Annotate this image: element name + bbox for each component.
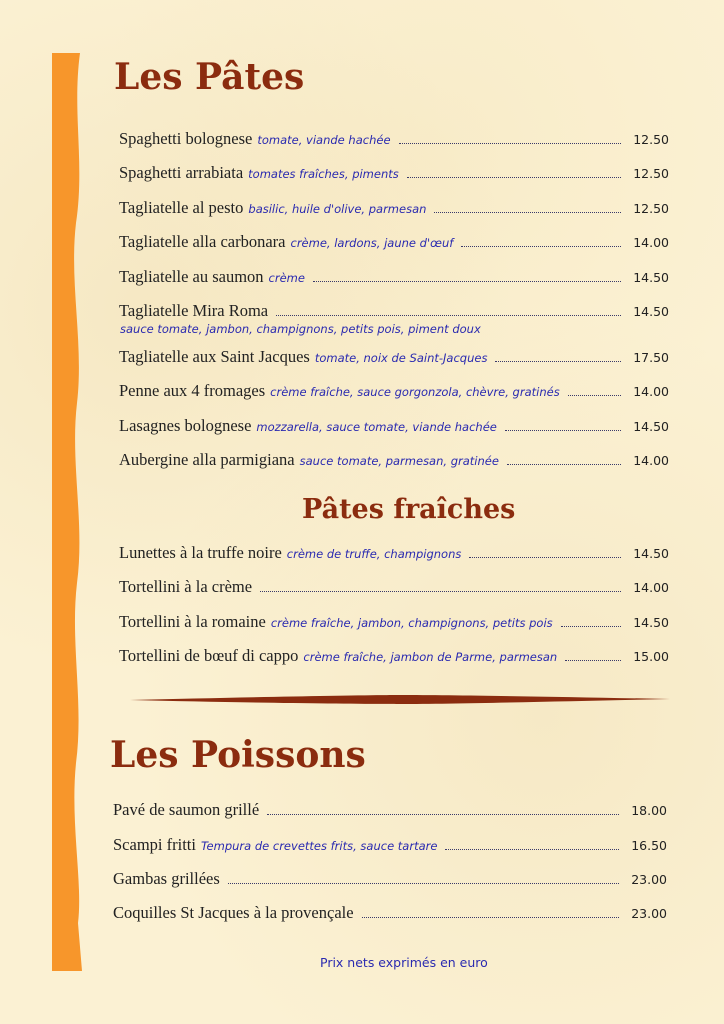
dish-name: Tagliatelle Mira Roma [119,301,269,320]
dish-description: Tempura de crevettes frits, sauce tartare [200,839,438,853]
menu-item [113,903,667,925]
price-note: Prix nets exprimés en euro [320,955,488,970]
dish-description: crème fraîche, jambon, champignons, petits pois [270,616,553,630]
dish-name: Spaghetti bolognese [119,129,253,148]
dish-description: crème fraîche, sauce gorgonzola, chèvre, gratinés [270,385,560,399]
dish-name: Tortellini de bœuf di cappo [119,646,299,665]
dish-name: Pavé de saumon grillé [113,800,260,819]
menu-item [113,869,667,891]
dish-price: 23.00 [631,906,667,921]
dish-description: tomate, viande hachée [257,133,391,147]
dish-price: 23.00 [631,872,667,887]
dish-description: sauce tomate, jambon, champignons, petits pois, piment doux [120,322,481,336]
dish-description: tomate, noix de Saint-Jacques [314,351,488,365]
dish-price: 14.00 [633,384,669,399]
dish-price: 14.00 [633,580,669,595]
dish-description: mozzarella, sauce tomate, viande hachée [256,420,497,434]
dish-name: Penne aux 4 fromages [119,381,266,400]
dish-price: 14.50 [633,419,669,434]
dish-description: crème [268,271,305,285]
dish-price: 12.50 [633,132,669,147]
dish-price: 14.50 [633,270,669,285]
dish-name: Tortellini à la romaine [119,612,266,631]
dish-price: 12.50 [633,166,669,181]
dish-description: crème de truffe, champignons [286,547,462,561]
dish-name: Tagliatelle au saumon [119,267,264,286]
dish-name: Scampi fritti [113,835,196,854]
section-title-pates-fraiches: Pâtes fraîches [302,494,516,525]
dish-name: Aubergine alla parmigiana [119,450,295,469]
leader-dots [445,849,619,850]
dish-price: 17.50 [633,350,669,365]
section-title-pates: Les Pâtes [114,56,305,98]
dish-price: 14.50 [633,304,669,319]
leader-dots [362,917,619,918]
leader-dots [267,814,619,815]
dish-name: Coquilles St Jacques à la provençale [113,903,354,922]
dish-description: crème fraîche, jambon de Parme, parmesan [303,650,558,664]
dish-name: Spaghetti arrabiata [119,163,244,182]
dish-name: Lasagnes bolognese [119,416,252,435]
menu-item [113,800,667,822]
dish-price: 14.00 [633,235,669,250]
dish-price: 18.00 [631,803,667,818]
dish-name: Lunettes à la truffe noire [119,543,282,562]
dish-price: 14.00 [633,453,669,468]
dish-name: Gambas grillées [113,869,220,888]
menu-item [113,835,667,857]
section-title-poissons: Les Poissons [110,734,366,776]
dish-price: 14.50 [633,546,669,561]
dish-name: Tagliatelle al pesto [119,198,244,217]
dish-description: tomates fraîches, piments [248,167,399,181]
leader-dots [228,883,619,884]
dish-name: Tortellini à la crème [119,577,253,596]
dish-price: 14.50 [633,615,669,630]
dish-description: basilic, huile d'olive, parmesan [248,202,427,216]
dish-price: 16.50 [631,838,667,853]
dish-price: 15.00 [633,649,669,664]
dish-name: Tagliatelle aux Saint Jacques [119,347,310,366]
dish-description: crème, lardons, jaune d'œuf [290,236,454,250]
dish-name: Tagliatelle alla carbonara [119,232,286,251]
dish-description: sauce tomate, parmesan, gratinée [299,454,499,468]
dish-price: 12.50 [633,201,669,216]
